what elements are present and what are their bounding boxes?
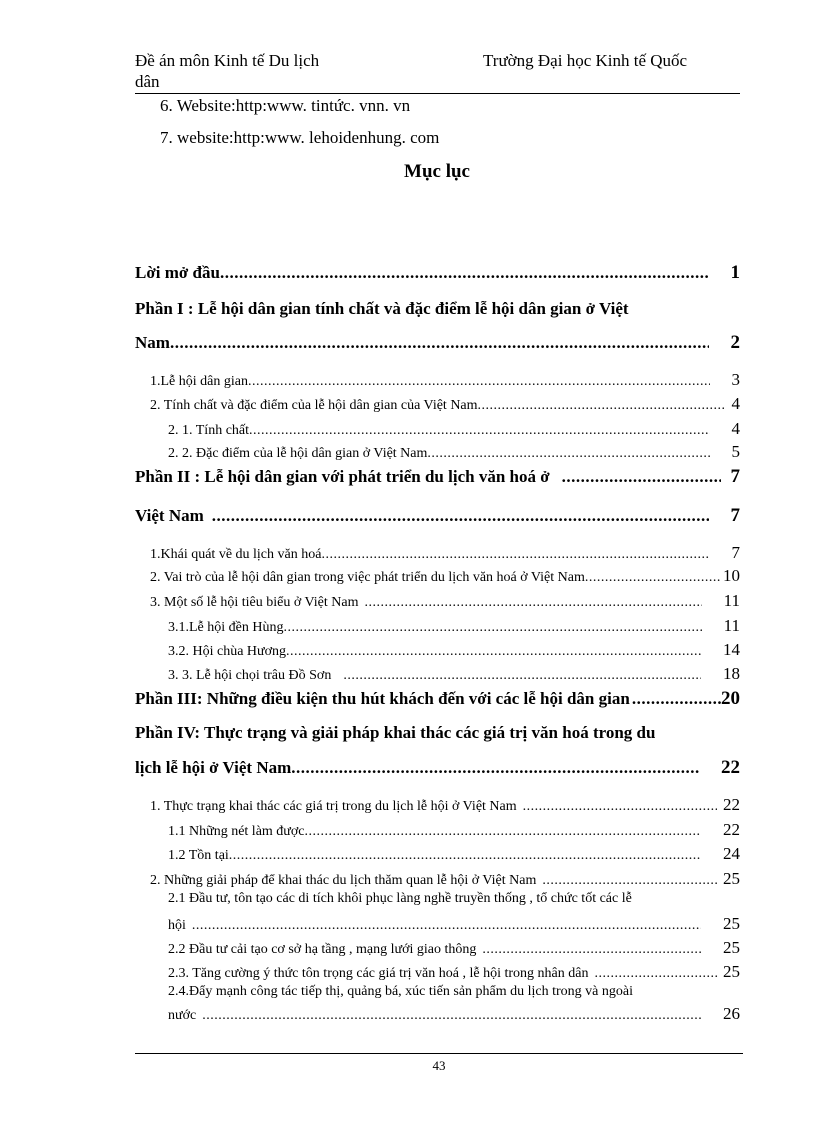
toc-entry-text: Phần II : Lễ hội dân gian với phát triển du lịch văn hoá ở <box>135 467 550 486</box>
toc-entry-text: 2. 1. Tính chất <box>168 423 250 438</box>
toc-entry-page: 18 <box>723 664 740 683</box>
toc-entry-page: 22 <box>723 795 740 814</box>
toc-entry-text: lịch lễ hội ở Việt Nam <box>135 758 292 777</box>
toc-entry <box>150 543 740 563</box>
toc-entry <box>168 891 740 907</box>
toc-entry <box>135 299 740 319</box>
toc-entry-page: 10 <box>723 566 740 585</box>
header-left-title: Đề án môn Kinh tế Du lịch <box>135 51 320 70</box>
toc-entry <box>168 664 740 684</box>
toc-entry <box>135 723 740 743</box>
toc-entry-text: 2. Tính chất và đặc điểm của lễ hội dân gian của Việt Nam <box>150 398 478 413</box>
toc-entry-text: 2. Những giải pháp để khai thác du lịch thăm quan lễ hội ở Việt Nam <box>150 873 537 888</box>
toc-entry <box>168 984 740 1000</box>
footer-divider <box>135 1053 743 1054</box>
toc-entry-text: 1.1 Những nét làm được <box>168 824 305 839</box>
toc-entry-text: 3.1.Lễ hội đền Hùng <box>168 620 284 635</box>
toc-entry-page: 22 <box>723 820 740 839</box>
toc-entry-text: 2.2 Đầu tư cải tạo cơ sở hạ tầng , mạng lưới giao thông <box>168 942 477 957</box>
toc-entry <box>168 962 740 982</box>
toc-entry-page: 1 <box>730 262 740 283</box>
reference-item: 6. Website:http:www. tintức. vnn. vn <box>160 96 411 115</box>
header-divider <box>135 93 740 94</box>
toc-entry-page: 22 <box>721 757 740 778</box>
toc-entry <box>168 640 740 660</box>
header-left-title-continued: dân <box>135 72 160 91</box>
toc-entry-page: 7 <box>730 505 740 526</box>
toc-entry-text: Phần IV: Thực trạng và giải pháp khai thác các giá trị văn hoá trong du <box>135 723 656 742</box>
header-right-title: Trường Đại học Kinh tế Quốc <box>483 51 688 70</box>
toc-entry <box>168 442 740 462</box>
toc-entry-page: 25 <box>723 962 740 981</box>
toc-entry <box>168 1004 740 1024</box>
page-number: 43 <box>432 1058 446 1073</box>
toc-entry <box>150 591 740 611</box>
toc-entry <box>135 332 740 354</box>
toc-entry-text: 1. Thực trạng khai thác các giá trị trong du lịch lễ hội ở Việt Nam <box>150 799 517 814</box>
toc-entry-page: 4 <box>731 419 740 438</box>
toc-entry-text: Phần III: Những điều kiện thu hút khách đến với các lễ hội dân gian <box>135 689 630 708</box>
toc-entry-page: 24 <box>723 844 740 863</box>
toc-entry-page: 5 <box>731 442 740 461</box>
toc-entry-text: 1.Lễ hội dân gian <box>150 374 248 389</box>
toc-entry <box>150 370 740 390</box>
toc-entry-page: 7 <box>731 543 740 562</box>
toc-entry <box>150 394 740 414</box>
toc-entry-page: 3 <box>731 370 740 389</box>
toc-entry <box>168 844 740 864</box>
toc-entry-text: Nam <box>135 333 170 352</box>
toc-entry <box>135 688 740 710</box>
toc-entry-text: Việt Nam <box>135 506 204 525</box>
toc-entry-text: 2.1 Đầu tư, tôn tạo các di tích khôi phục làng nghề truyền thống , tổ chức tốt các lễ <box>168 891 632 906</box>
toc-entry-page: 25 <box>723 938 740 957</box>
reference-item: 7. website:http:www. lehoidenhung. com <box>160 128 440 147</box>
toc-entry-text: Phần I : Lễ hội dân gian tính chất và đặc điểm lễ hội dân gian ở Việt <box>135 299 629 318</box>
toc-entry <box>168 938 740 958</box>
toc-entry-page: 11 <box>723 591 740 610</box>
toc-entry-text: 3.2. Hội chùa Hương <box>168 644 287 659</box>
toc-entry-text: hội <box>168 918 186 933</box>
toc-entry <box>168 419 740 439</box>
toc-entry-text: 2.3. Tăng cường ý thức tôn trọng các giá trị văn hoá , lễ hội trong nhân dân <box>168 966 589 981</box>
toc-entry-page: 25 <box>723 869 740 888</box>
toc-entry-page: 7 <box>730 466 740 487</box>
toc-entry-page: 4 <box>731 394 740 413</box>
toc-entry <box>150 795 740 815</box>
toc-entry-text: 1.Khái quát về du lịch văn hoá <box>150 547 322 562</box>
toc-entry-page: 2 <box>730 332 740 353</box>
toc-entry <box>168 616 740 636</box>
toc-entry-text: Lời mở đầu <box>135 263 220 282</box>
toc-entry <box>168 820 740 840</box>
toc-entry <box>150 566 740 586</box>
toc-entry-text: 2.4.Đẩy mạnh công tác tiếp thị, quảng bá, xúc tiến sản phẩm du lịch trong và ngoài <box>168 984 633 999</box>
toc-title: Mục lục <box>404 161 470 182</box>
toc-entry <box>168 914 740 934</box>
toc-entry-text: 2. Vai trò của lễ hội dân gian trong việc phát triển du lịch văn hoá ở Việt Nam <box>150 570 585 585</box>
toc-entry-page: 26 <box>723 1004 740 1023</box>
toc-entry-text: 3. 3. Lễ hội chọi trâu Đồ Sơn <box>168 668 332 683</box>
toc-entry-text: 1.2 Tồn tại <box>168 848 229 863</box>
toc-entry-text: nước <box>168 1008 197 1023</box>
toc-entry <box>150 869 740 889</box>
toc-entry-page: 11 <box>723 616 740 635</box>
toc-entry <box>135 262 740 284</box>
toc-entry-page: 20 <box>721 688 740 709</box>
toc-entry-page: 14 <box>723 640 740 659</box>
toc-entry <box>135 757 740 779</box>
toc-entry <box>135 466 740 488</box>
toc-entry <box>135 505 740 527</box>
toc-entry-text: 2. 2. Đặc điểm của lễ hội dân gian ở Việt Nam <box>168 446 428 461</box>
toc-entry-page: 25 <box>723 914 740 933</box>
toc-entry-text: 3. Một số lễ hội tiêu biểu ở Việt Nam <box>150 595 359 610</box>
